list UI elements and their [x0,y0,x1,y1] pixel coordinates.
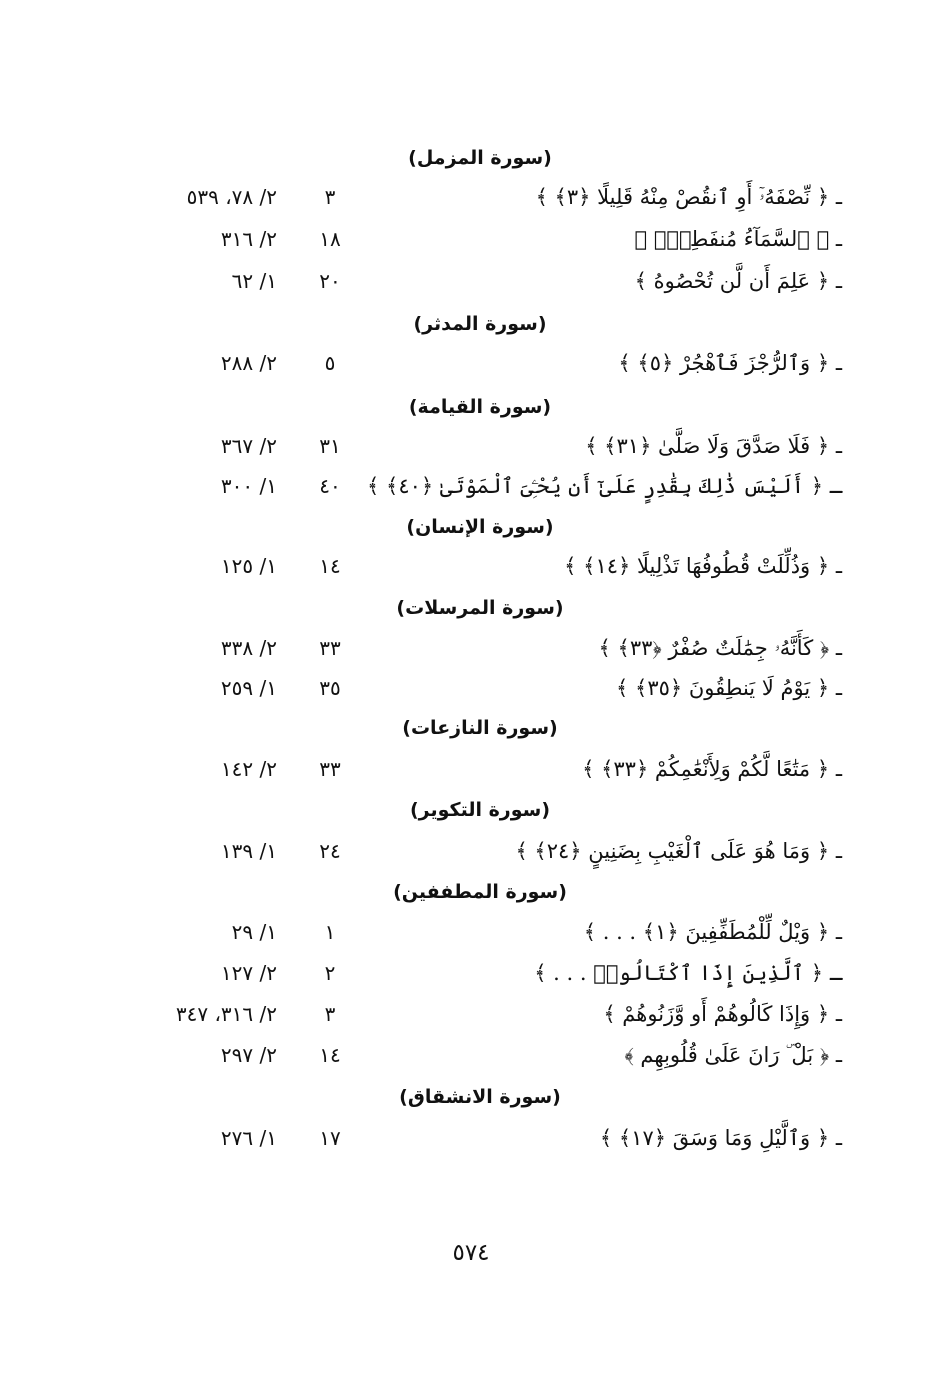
sura-heading-mutaffifin: (سورة المطففين) [393,881,567,903]
ayah-number: ٣١ [319,434,341,458]
page-reference: ٢/ ١٤٢ [220,757,277,781]
verse-row [0,222,942,256]
page-reference: ٢/ ٢٩٧ [220,1043,277,1067]
verse-row [0,549,942,583]
ayah-number: ١٤ [319,1043,341,1067]
verse-text: ـ ﴿ وَٱلَّيْلِ وَمَا وَسَقَ ﴿١٧﴾ ﴾ [599,1126,842,1150]
page-reference: ٢/ ١٢٧ [220,961,277,985]
verse-row [0,834,942,868]
verse-row [0,429,942,463]
verse-row [0,915,942,949]
sura-heading-muzzammil: (سورة المزمل) [408,147,552,169]
ayah-number: ٥ [324,351,336,375]
ayah-number: ٢٠ [319,269,341,293]
sura-heading-qiyamah: (سورة القيامة) [408,396,552,418]
verse-row [0,956,942,990]
ayah-number: ١٨ [319,227,341,251]
ayah-number: ٢٤ [319,839,341,863]
verse-text: ـ ﴿ مَتَٰعًا لَّكُمْ وَلِأَنْعَٰمِكُمْ ﴿٣٣﴾ ﴾ [582,757,842,781]
verse-text: ـ ﴿ وَذُلِّلَتْ قُطُوفُهَا تَذْلِيلًا ﴿١٤﴾ ﴾ [564,554,842,578]
page-number: ٥٧٤ [452,1240,490,1266]
ayah-number: ٣ [324,185,336,209]
ayah-number: ٣٣ [319,636,341,660]
sura-heading-insan: (سورة الإنسان) [406,516,554,538]
ayah-number: ٢ [324,961,336,985]
sura-heading-inshiqaq: (سورة الانشقاق) [399,1086,561,1108]
verse-text: ـ ﴿ عَلِمَ أَن لَّن تُحْصُوهُ ﴾ [634,269,842,293]
verse-row [0,997,942,1031]
verse-text: ـ ﴿ يَوْمُ لَا يَنطِقُونَ ﴿٣٥﴾ ﴾ [616,676,842,700]
verse-text: ـ ﴿ كَأَنَّهُۥ جِمَٰلَتٌ صُفْرٌ ﴿٣٣﴾ ﴾ [598,636,842,660]
verse-text: ـ ﴿ أَلَيْسَ ذَٰلِكَ بِقَٰدِرٍ عَلَىٰٓ أَن يُحْـِۧىَ ٱلْمَوْتَىٰ ﴿٤٠﴾ ﴾ [367,474,842,498]
verse-row [0,752,942,786]
ayah-number: ٣٣ [319,757,341,781]
ayah-number: ١٧ [319,1126,341,1150]
verse-text: ـ ﴿ فَلَا صَدَّقَ وَلَا صَلَّىٰ ﴿٣١﴾ ﴾ [585,434,842,458]
ayah-number: ١ [324,920,336,944]
verse-row [0,1121,942,1155]
verse-row [0,671,942,705]
ayah-number: ٤٠ [319,474,341,498]
verse-text: ـ ﴿ ٱلَّذِينَ إِذَا ٱكْتَالُوا۟ . . . ﴾ [534,961,842,985]
page-reference: ١/ ٣٠٠ [220,474,277,498]
sura-heading-naziat: (سورة النازعات) [402,717,558,739]
page-reference: ٢/ ٣٦٧ [220,434,277,458]
ayah-number: ٣٥ [319,676,341,700]
ayah-number: ١٤ [319,554,341,578]
verse-row [0,631,942,665]
verse-text: ـ ﴿ وَمَا هُوَ عَلَى ٱلْغَيْبِ بِضَنِينٍ ﴿٢٤﴾ ﴾ [515,839,842,863]
verse-row [0,1038,942,1072]
verse-row [0,264,942,298]
page-reference: ٢/ ٢٨٨ [220,351,277,375]
page-reference: ٢/ ٣١٦، ٣٤٧ [175,1002,277,1026]
sura-heading-takwir: (سورة التكوير) [409,799,551,821]
verse-row [0,180,942,214]
page-reference: ١/ ٢٧٦ [220,1126,277,1150]
ayah-number: ٣ [324,1002,336,1026]
verse-text: ـ ﴿ وَيْلٌ لِّلْمُطَفِّفِينَ ﴿١﴾ . . . ﴾ [583,920,842,944]
page-reference: ٢/ ٣١٦ [220,227,277,251]
sura-heading-muddaththir: (سورة المدثر) [413,313,547,335]
verse-text: ـ ﴿ وَٱلرُّجْزَ فَٱهْجُرْ ﴿٥﴾ ﴾ [618,351,842,375]
verse-row [0,346,942,380]
verse-text: ـ ﴿ وَإِذَا كَالُوهُمْ أَو وَّزَنُوهُمْ ﴾ [603,1002,842,1026]
page-reference: ١/ ١٣٩ [220,839,277,863]
verse-text: ـ ﴿ نِّصْفَهُۥٓ أَوِ ٱنقُصْ مِنْهُ قَلِيلًا ﴿٣﴾ ﴾ [535,185,842,209]
verse-text: ـ ﴿ بَلْ ۜ رَانَ عَلَىٰ قُلُوبِهِم ﴾ [624,1043,842,1067]
page-reference: ٢/ ٧٨، ٥٣٩ [186,185,277,209]
page-reference: ١/ ٢٩ [231,920,277,944]
page-reference: ١/ ٢٥٩ [220,676,277,700]
sura-heading-mursalat: (سورة المرسلات) [396,597,564,619]
verse-row [0,469,942,503]
page-reference: ١/ ١٢٥ [220,554,277,578]
page-reference: ١/ ٦٢ [231,269,277,293]
verse-text: ـ ﴿ ٱلسَّمَآءُ مُنفَطِرٌۢ ﴾ [634,227,842,251]
page-reference: ٢/ ٣٣٨ [220,636,277,660]
